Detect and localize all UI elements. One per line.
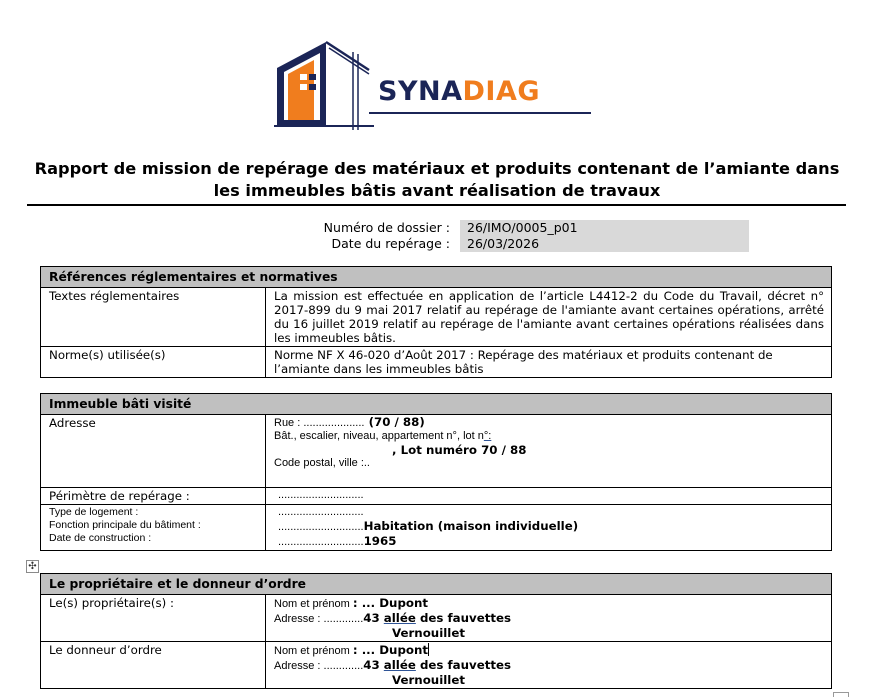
owner-table xyxy=(40,573,832,689)
housing-type-value: ............................ xyxy=(278,506,364,518)
lot-value: , Lot numéro 70 / 88 xyxy=(392,443,527,457)
owner-header: Le propriétaire et le donneur d’ordre xyxy=(41,574,832,595)
references-header: Références réglementaires et normatives xyxy=(41,267,832,288)
building-function-value: Habitation (maison individuelle) xyxy=(363,519,579,533)
client-city: Vernouillet xyxy=(392,673,465,687)
postal-city-label: Code postal, ville :.. xyxy=(274,457,370,469)
logo-text-syna: SYNA xyxy=(378,76,463,107)
address-number: 43 xyxy=(363,611,384,625)
address-label: Adresse : ............. xyxy=(274,613,364,625)
name-label: Nom et prénom xyxy=(274,645,353,657)
survey-date-field[interactable]: 26/03/2026 xyxy=(460,236,749,252)
lot-number-suffix: °: xyxy=(483,430,492,442)
name-colon: : ... xyxy=(352,596,380,610)
report-title xyxy=(28,158,846,202)
building-header: Immeuble bâti visité xyxy=(41,394,832,415)
references-table xyxy=(40,266,832,378)
client-value[interactable] xyxy=(266,642,832,689)
table-row xyxy=(41,347,832,378)
street-value: (70 / 88) xyxy=(364,415,425,429)
name-label: Nom et prénom xyxy=(274,598,353,610)
address-label: Adresse xyxy=(41,415,266,488)
table-resize-handle[interactable] xyxy=(833,692,849,697)
client-label: Le donneur d’ordre xyxy=(41,642,266,689)
standards-value[interactable]: Norme NF X 46-020 d’Août 2017 : Repérage des matériaux et produits contenant de l’amiante dans les immeubles bâtis xyxy=(266,347,832,378)
address-street: des fauvettes xyxy=(415,611,512,625)
regulatory-texts-value[interactable]: La mission est effectuée en application de l’article L4412-2 du Code du Travail, décret n° 2017-899 du 9 mai 2017 relatif au repérage de l'amiante avant certaines opérations, arrêté du 16 juillet 2019 relatif au repérage de l'amiante avant certaines opérations réalisées dans les immeubles bâtis. xyxy=(266,288,832,347)
address-street-underlined: allée xyxy=(383,611,416,625)
address-value[interactable] xyxy=(266,415,832,488)
address-street-underlined: allée xyxy=(383,658,416,672)
address-label: Adresse : ............. xyxy=(274,660,364,672)
table-row xyxy=(41,415,832,488)
construction-date-value: 1965 xyxy=(363,534,397,548)
owner-city: Vernouillet xyxy=(392,626,465,640)
construction-date-label: Date de construction : xyxy=(49,532,152,544)
client-name: Dupont xyxy=(379,643,429,657)
dots: ............................ xyxy=(278,521,364,533)
street-label: Rue : .................... xyxy=(274,417,365,429)
address-street: des fauvettes xyxy=(415,658,512,672)
building-info-values[interactable] xyxy=(266,505,832,551)
housing-type-label: Type de logement : xyxy=(49,506,139,518)
report-title-line2: les immeubles bâtis avant réalisation de travaux xyxy=(213,181,661,200)
text-cursor xyxy=(428,643,429,656)
table-row xyxy=(41,488,832,505)
survey-date-label: Date du repérage : xyxy=(331,236,450,251)
logo-text-diag: DIAG xyxy=(462,76,541,107)
name-colon: : ... xyxy=(352,643,380,657)
report-title-line1: Rapport de mission de repérage des matériaux et produits contenant de l’amiante dans xyxy=(34,159,840,178)
owner-value[interactable] xyxy=(266,595,832,642)
logo-wordmark xyxy=(378,76,540,107)
table-move-handle-icon[interactable]: ✣ xyxy=(26,560,39,573)
building-table xyxy=(40,393,832,551)
perimeter-label: Périmètre de repérage : xyxy=(41,488,266,505)
logo-underline xyxy=(369,112,591,114)
dossier-number-label: Numéro de dossier : xyxy=(323,220,450,235)
dossier-info xyxy=(300,220,749,252)
synadiag-logo xyxy=(274,38,594,130)
address-number: 43 xyxy=(363,658,384,672)
table-row xyxy=(41,505,832,551)
title-divider xyxy=(27,204,846,206)
table-row xyxy=(41,642,832,689)
owner-name: Dupont xyxy=(379,596,429,610)
dots: ............................ xyxy=(278,536,364,548)
standards-label: Norme(s) utilisée(s) xyxy=(41,347,266,378)
building-detail-label: Bât., escalier, niveau, appartement n°, lot n xyxy=(274,430,484,442)
table-row xyxy=(41,595,832,642)
table-row xyxy=(41,288,832,347)
owner-label: Le(s) propriétaire(s) : xyxy=(41,595,266,642)
building-function-label: Fonction principale du bâtiment : xyxy=(49,519,201,531)
dossier-number-field[interactable]: 26/IMO/0005_p01 xyxy=(460,220,749,236)
perimeter-value[interactable]: ............................ xyxy=(266,488,832,505)
house-logo-icon xyxy=(274,38,374,130)
regulatory-texts-label: Textes réglementaires xyxy=(41,288,266,347)
